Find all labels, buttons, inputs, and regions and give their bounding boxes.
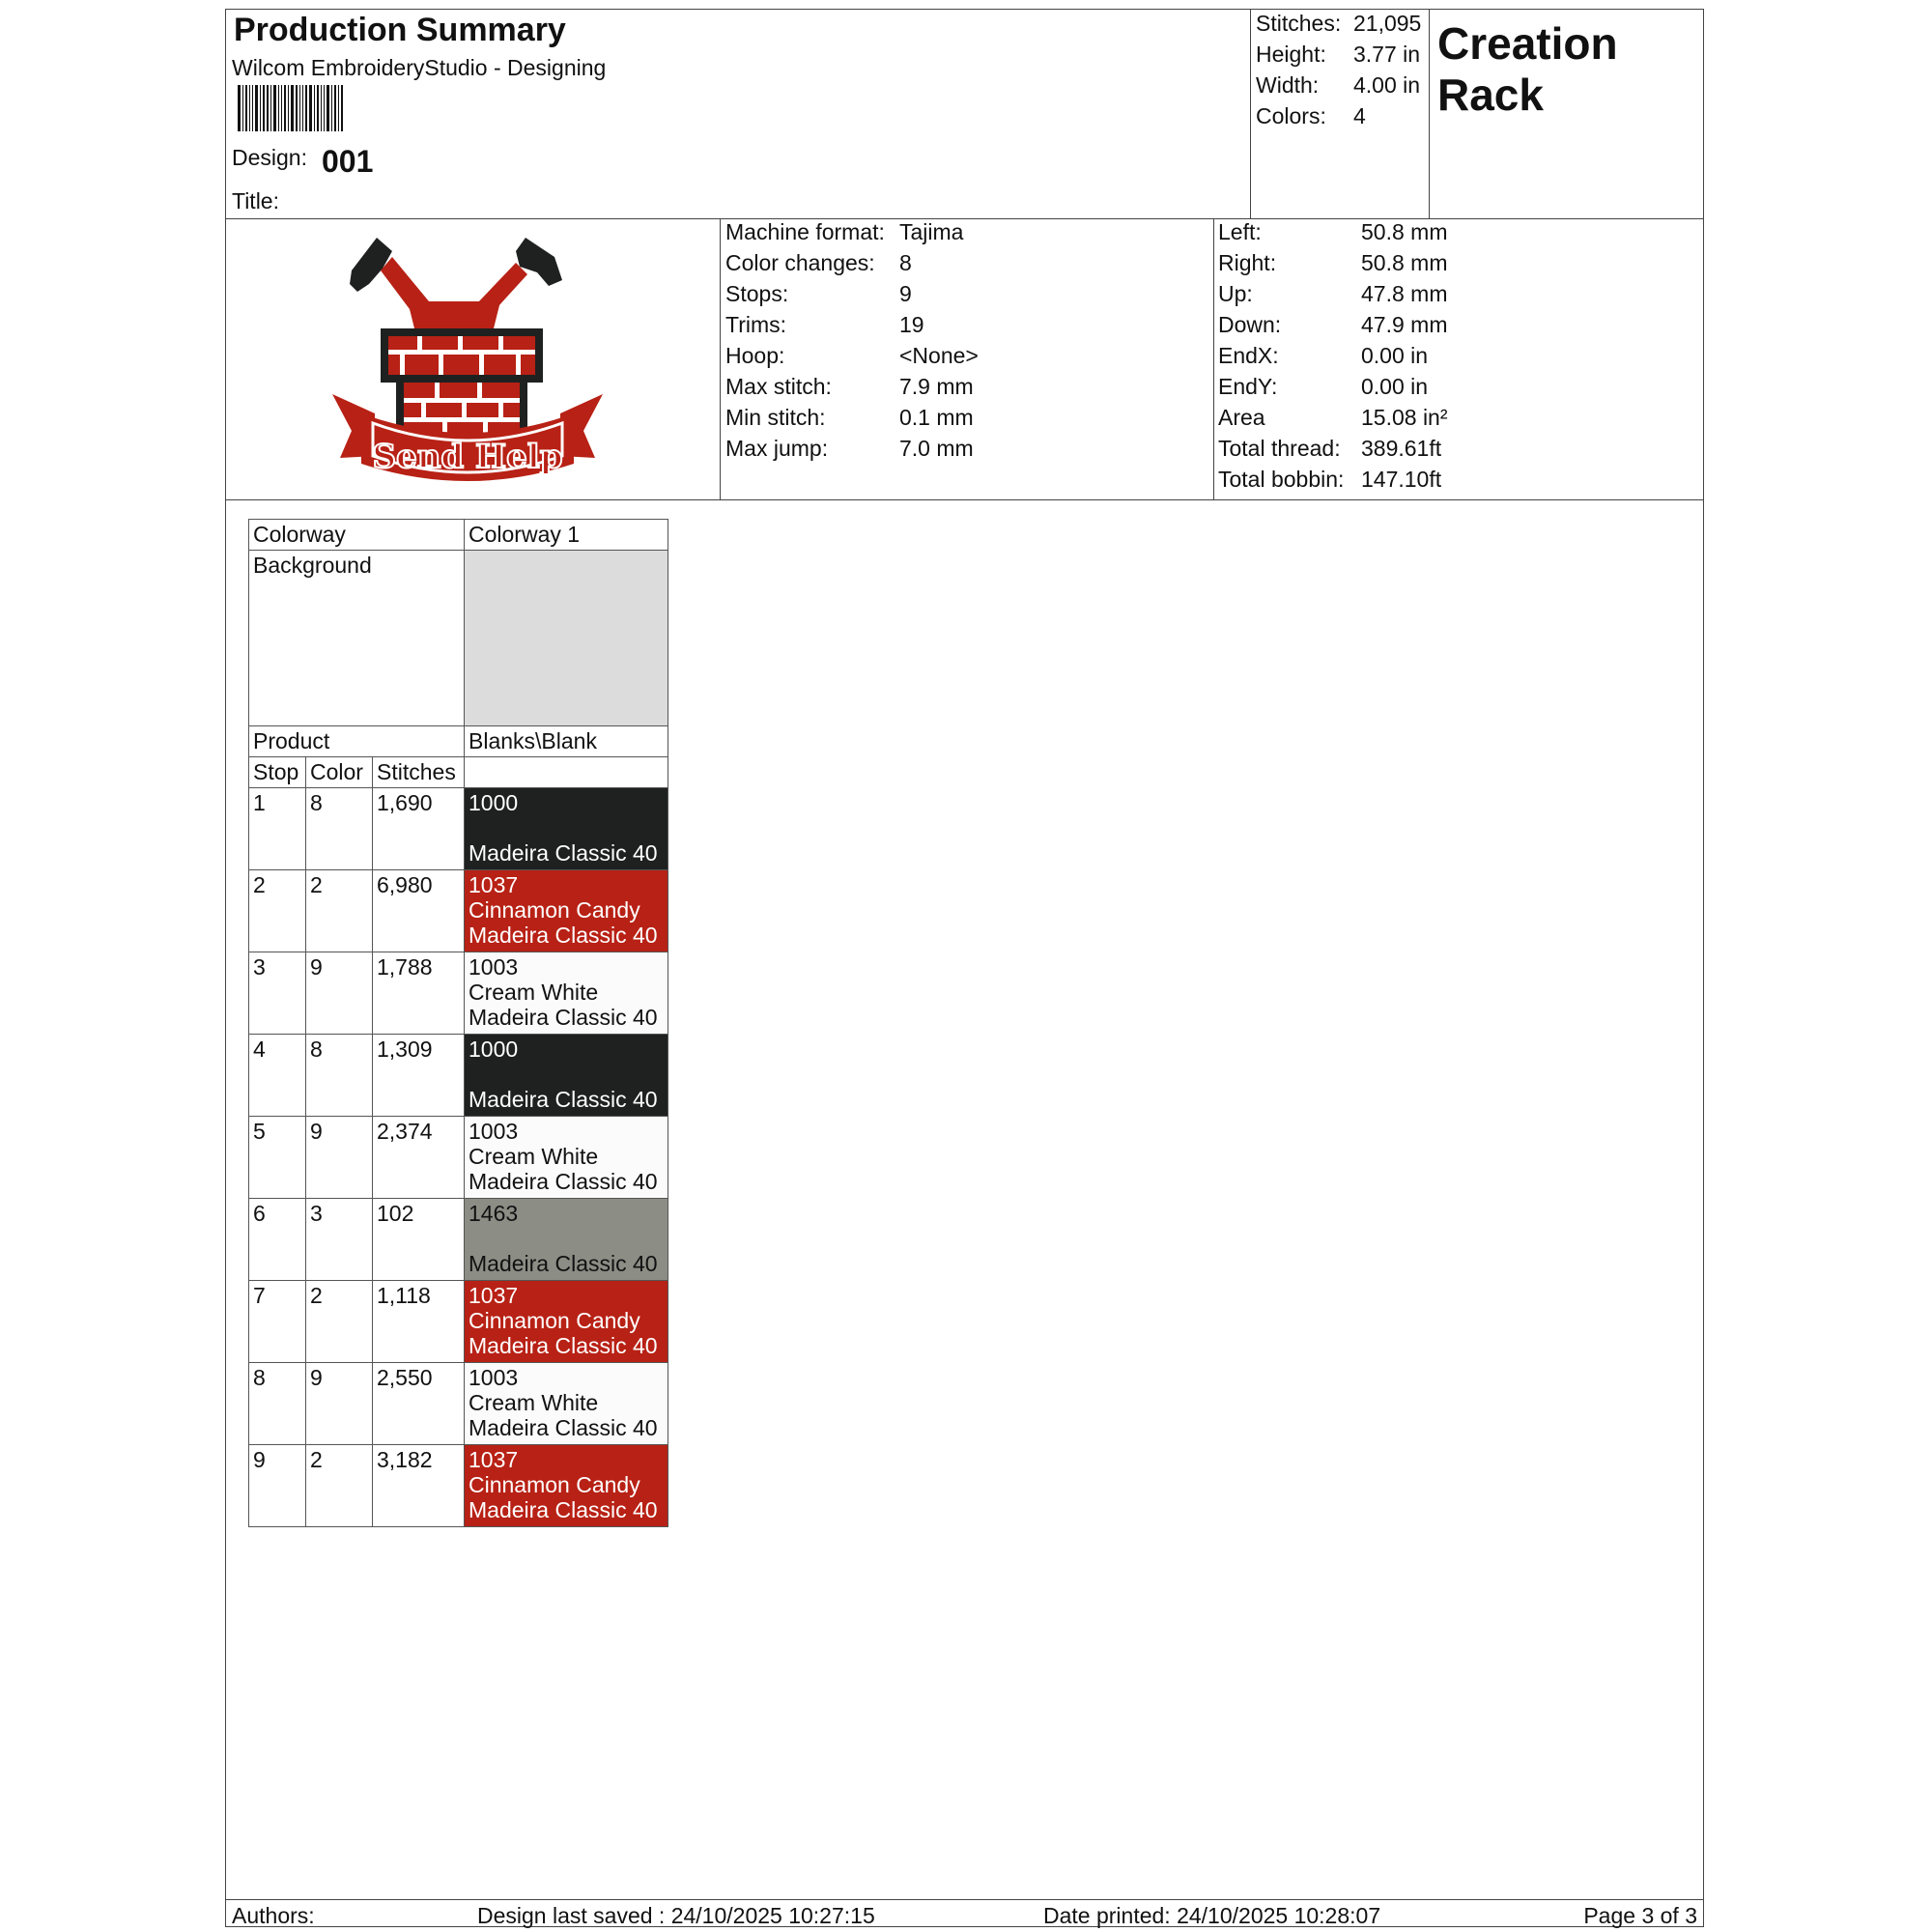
extent-label: EndY: bbox=[1218, 374, 1278, 399]
thread-row bbox=[249, 1445, 668, 1527]
machine-info-value: 8 bbox=[899, 250, 912, 275]
thread-stop: 8 bbox=[249, 1363, 306, 1445]
machine-info-label: Max stitch: bbox=[725, 374, 832, 399]
extent-value: 50.8 mm bbox=[1361, 250, 1448, 275]
thread-code: 1037 bbox=[469, 1447, 519, 1472]
design-preview bbox=[323, 224, 612, 504]
date-printed: Date printed: 24/10/2025 10:28:07 bbox=[1043, 1903, 1381, 1928]
thread-brand: Madeira Classic 40 bbox=[469, 1333, 658, 1358]
thread-row bbox=[249, 870, 668, 952]
height-label: Height: bbox=[1256, 42, 1326, 67]
thread-name bbox=[469, 815, 664, 840]
thread-color: 8 bbox=[306, 788, 373, 870]
extent-label: Total bobbin: bbox=[1218, 467, 1345, 492]
colors-value: 4 bbox=[1353, 103, 1366, 128]
thread-name: Cinnamon Candy bbox=[469, 897, 640, 923]
extent-value: 15.08 in² bbox=[1361, 405, 1448, 430]
extent-value: 0.00 in bbox=[1361, 343, 1429, 368]
brand-line-1: Creation bbox=[1437, 18, 1618, 69]
stitches-value: 21,095 bbox=[1353, 11, 1422, 36]
thread-code: 1037 bbox=[469, 1283, 519, 1308]
thread-brand: Madeira Classic 40 bbox=[469, 1251, 658, 1276]
machine-info-label: Machine format: bbox=[725, 219, 885, 244]
machine-info-label: Min stitch: bbox=[725, 405, 826, 430]
background-swatch bbox=[465, 551, 668, 726]
thread-stitches: 102 bbox=[373, 1199, 465, 1281]
thread-stitches: 3,182 bbox=[373, 1445, 465, 1527]
thread-swatch bbox=[465, 1199, 668, 1281]
title-label: Title: bbox=[232, 188, 279, 213]
brand-line-2: Rack bbox=[1437, 70, 1544, 120]
extent-value: 389.61ft bbox=[1361, 436, 1442, 461]
thread-stitches: 1,690 bbox=[373, 788, 465, 870]
extent-label: Down: bbox=[1218, 312, 1282, 337]
thread-color: 9 bbox=[306, 952, 373, 1035]
thread-stitches: 1,788 bbox=[373, 952, 465, 1035]
machine-info-label: Color changes: bbox=[725, 250, 875, 275]
thread-color: 3 bbox=[306, 1199, 373, 1281]
thread-stop: 2 bbox=[249, 870, 306, 952]
colorway-label: Colorway bbox=[249, 520, 465, 551]
thread-brand: Madeira Classic 40 bbox=[469, 1415, 658, 1440]
machine-info-label: Stops: bbox=[725, 281, 789, 306]
thread-code: 1003 bbox=[469, 1365, 519, 1390]
thread-brand: Madeira Classic 40 bbox=[469, 840, 658, 866]
thread-swatch bbox=[465, 1035, 668, 1117]
width-value: 4.00 in bbox=[1353, 72, 1421, 98]
machine-info-value: 9 bbox=[899, 281, 912, 306]
thread-color: 2 bbox=[306, 1281, 373, 1363]
thread-brand: Madeira Classic 40 bbox=[469, 1005, 658, 1030]
extent-value: 0.00 in bbox=[1361, 374, 1429, 399]
thread-name: Cream White bbox=[469, 1144, 599, 1169]
swatch-header bbox=[465, 757, 668, 788]
banner-text: Send Help bbox=[372, 438, 563, 476]
software-subtitle: Wilcom EmbroideryStudio - Designing bbox=[232, 55, 607, 80]
thread-stop: 5 bbox=[249, 1117, 306, 1199]
stitches-header: Stitches bbox=[373, 757, 465, 788]
design-label: Design: bbox=[232, 145, 307, 170]
thread-stitches: 1,118 bbox=[373, 1281, 465, 1363]
extent-label: Right: bbox=[1218, 250, 1277, 275]
machine-info-label: Hoop: bbox=[725, 343, 785, 368]
thread-stop: 4 bbox=[249, 1035, 306, 1117]
thread-stop: 7 bbox=[249, 1281, 306, 1363]
extent-value: 50.8 mm bbox=[1361, 219, 1448, 244]
barcode-icon bbox=[238, 85, 345, 131]
product-value: Blanks\Blank bbox=[465, 726, 668, 757]
thread-swatch bbox=[465, 1117, 668, 1199]
thread-swatch bbox=[465, 952, 668, 1035]
extent-label: Area bbox=[1218, 405, 1265, 430]
thread-stop: 9 bbox=[249, 1445, 306, 1527]
thread-swatch bbox=[465, 1281, 668, 1363]
thread-stitches: 1,309 bbox=[373, 1035, 465, 1117]
machine-info-value: <None> bbox=[899, 343, 979, 368]
extent-label: Left: bbox=[1218, 219, 1262, 244]
thread-brand: Madeira Classic 40 bbox=[469, 1169, 658, 1194]
thread-name bbox=[469, 1226, 664, 1251]
stop-header: Stop bbox=[249, 757, 306, 788]
colorway-value: Colorway 1 bbox=[465, 520, 668, 551]
machine-info-value: 7.9 mm bbox=[899, 374, 974, 399]
thread-brand: Madeira Classic 40 bbox=[469, 1087, 658, 1112]
colors-label: Colors: bbox=[1256, 103, 1326, 128]
thread-swatch bbox=[465, 870, 668, 952]
colorway-table bbox=[248, 519, 668, 1527]
thread-stitches: 2,374 bbox=[373, 1117, 465, 1199]
thread-code: 1463 bbox=[469, 1201, 519, 1226]
thread-name bbox=[469, 1062, 664, 1087]
thread-row bbox=[249, 788, 668, 870]
thread-row bbox=[249, 1363, 668, 1445]
thread-swatch bbox=[465, 788, 668, 870]
extent-label: Up: bbox=[1218, 281, 1253, 306]
thread-color: 2 bbox=[306, 1445, 373, 1527]
thread-color: 9 bbox=[306, 1363, 373, 1445]
thread-name: Cream White bbox=[469, 980, 599, 1005]
machine-info-label: Trims: bbox=[725, 312, 787, 337]
last-saved: Design last saved : 24/10/2025 10:27:15 bbox=[477, 1903, 875, 1928]
design-number: 001 bbox=[322, 144, 374, 179]
thread-stop: 1 bbox=[249, 788, 306, 870]
machine-info-label: Max jump: bbox=[725, 436, 829, 461]
thread-color: 9 bbox=[306, 1117, 373, 1199]
machine-info-value: 19 bbox=[899, 312, 924, 337]
thread-code: 1003 bbox=[469, 954, 519, 980]
brand-logo bbox=[1437, 18, 1618, 121]
thread-code: 1000 bbox=[469, 790, 519, 815]
thread-brand: Madeira Classic 40 bbox=[469, 1497, 658, 1522]
height-value: 3.77 in bbox=[1353, 42, 1421, 67]
extent-value: 147.10ft bbox=[1361, 467, 1442, 492]
thread-row bbox=[249, 952, 668, 1035]
thread-code: 1000 bbox=[469, 1037, 519, 1062]
thread-stop: 3 bbox=[249, 952, 306, 1035]
machine-info-value: 0.1 mm bbox=[899, 405, 974, 430]
thread-row bbox=[249, 1117, 668, 1199]
background-label: Background bbox=[249, 551, 465, 726]
page-title: Production Summary bbox=[234, 12, 566, 48]
color-header: Color bbox=[306, 757, 373, 788]
extent-label: EndX: bbox=[1218, 343, 1279, 368]
machine-info-value: Tajima bbox=[899, 219, 964, 244]
width-label: Width: bbox=[1256, 72, 1320, 98]
extent-value: 47.8 mm bbox=[1361, 281, 1448, 306]
stitches-label: Stitches: bbox=[1256, 11, 1342, 36]
product-label: Product bbox=[249, 726, 465, 757]
thread-row bbox=[249, 1281, 668, 1363]
thread-stitches: 2,550 bbox=[373, 1363, 465, 1445]
thread-row bbox=[249, 1199, 668, 1281]
santa-body-icon bbox=[408, 301, 500, 332]
authors-label: Authors: bbox=[232, 1903, 315, 1928]
thread-stitches: 6,980 bbox=[373, 870, 465, 952]
page-number: Page 3 of 3 bbox=[1583, 1903, 1697, 1928]
extent-label: Total thread: bbox=[1218, 436, 1341, 461]
machine-info-value: 7.0 mm bbox=[899, 436, 974, 461]
thread-color: 2 bbox=[306, 870, 373, 952]
santa-chimney-illustration bbox=[323, 224, 612, 504]
thread-swatch bbox=[465, 1363, 668, 1445]
thread-color: 8 bbox=[306, 1035, 373, 1117]
thread-brand: Madeira Classic 40 bbox=[469, 923, 658, 948]
thread-row bbox=[249, 1035, 668, 1117]
thread-name: Cinnamon Candy bbox=[469, 1308, 640, 1333]
thread-name: Cream White bbox=[469, 1390, 599, 1415]
extent-value: 47.9 mm bbox=[1361, 312, 1448, 337]
thread-code: 1003 bbox=[469, 1119, 519, 1144]
thread-name: Cinnamon Candy bbox=[469, 1472, 640, 1497]
thread-swatch bbox=[465, 1445, 668, 1527]
thread-stop: 6 bbox=[249, 1199, 306, 1281]
thread-code: 1037 bbox=[469, 872, 519, 897]
production-summary-page bbox=[225, 9, 1704, 1927]
